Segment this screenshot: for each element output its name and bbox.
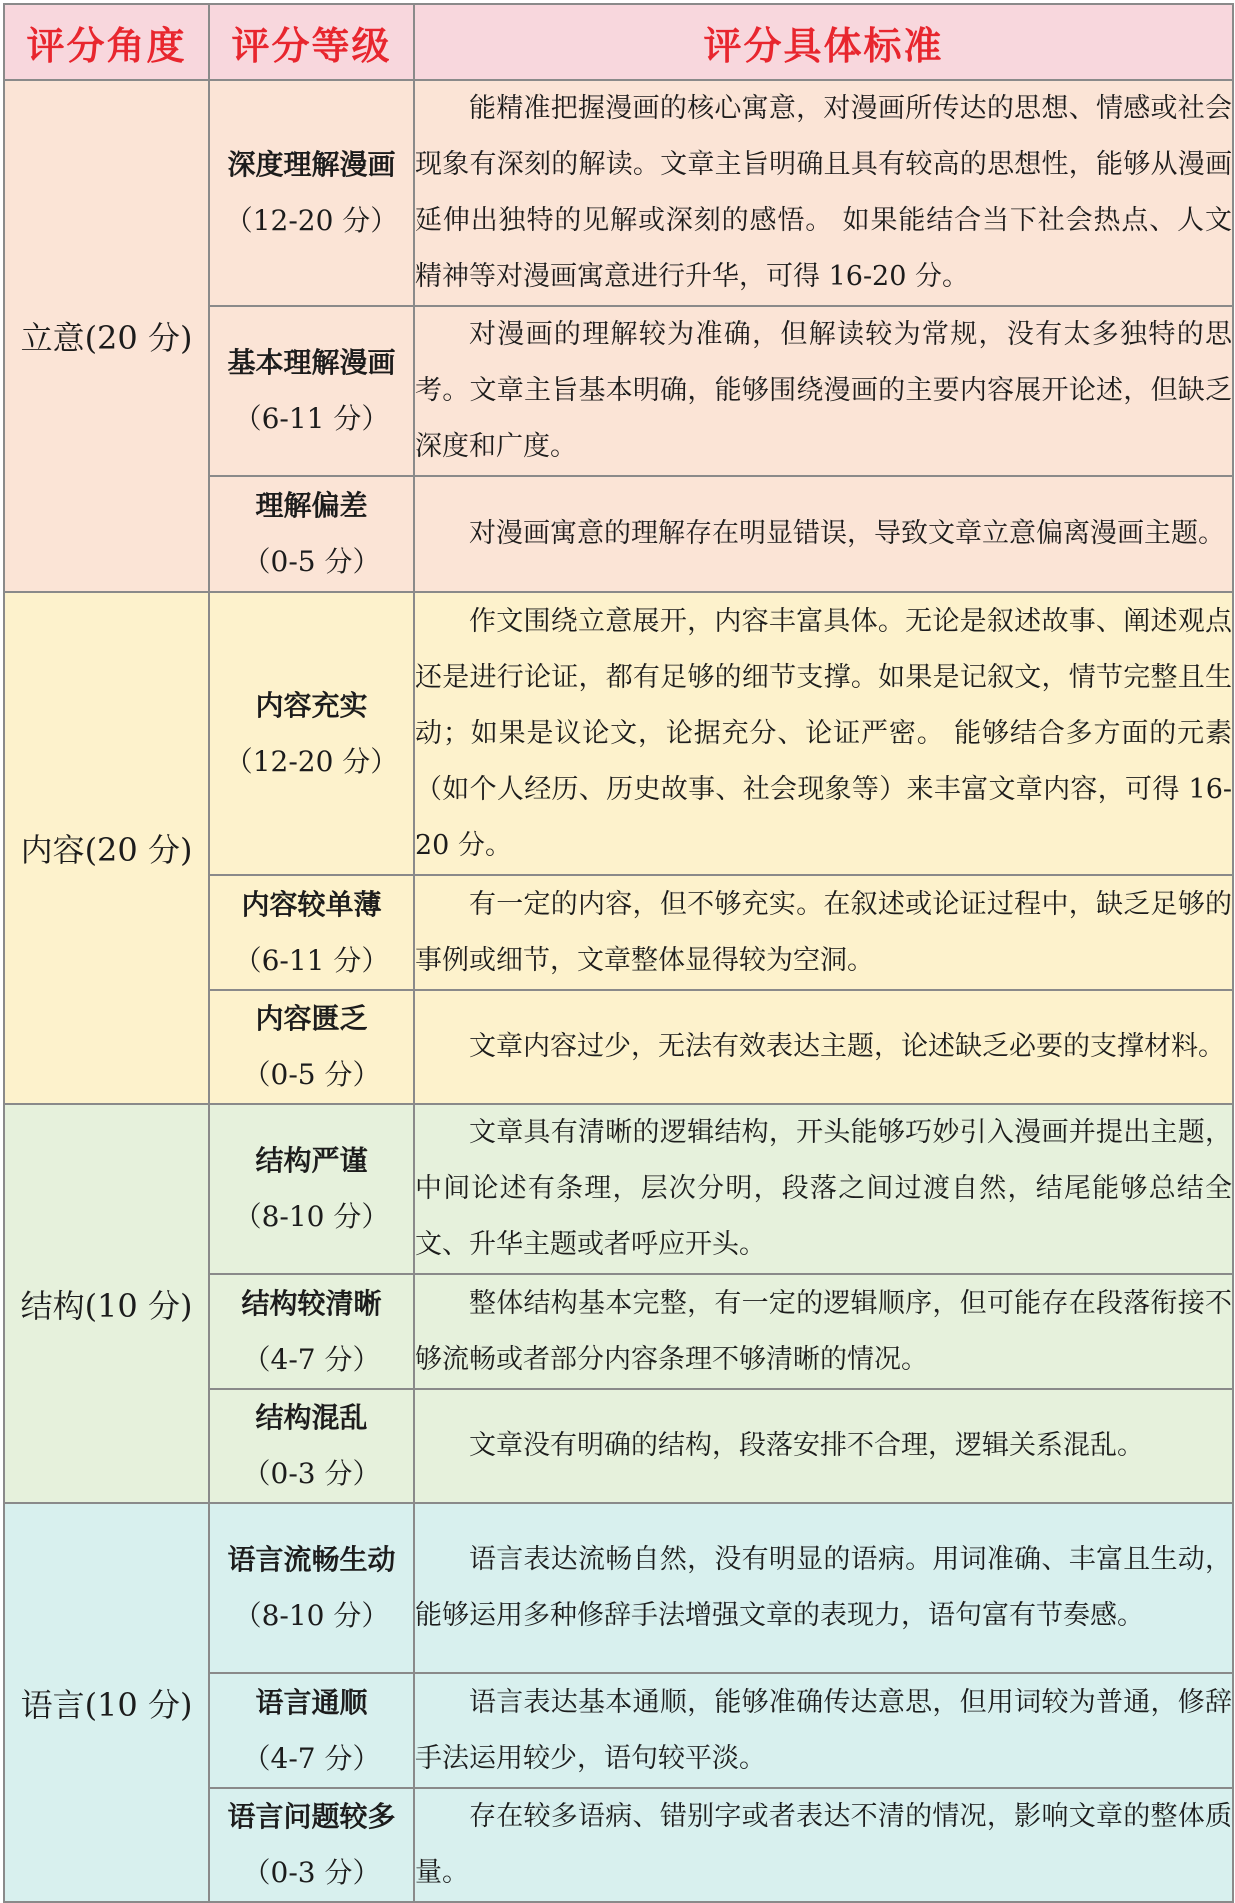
standard-text: 对漫画寓意的理解存在明显错误，导致文章立意偏离漫画主题。: [469, 518, 1225, 549]
standard-cell: [414, 1673, 1233, 1788]
standard-text: 文章没有明确的结构，段落安排不合理，逻辑关系混乱。: [469, 1430, 1144, 1461]
level-cell: [209, 1673, 414, 1788]
table-row: [4, 592, 1233, 875]
level-range: （4-7 分）: [242, 1741, 381, 1775]
level-name: 语言通顺: [255, 1685, 368, 1719]
level-range: （12-20 分）: [224, 204, 399, 237]
scoring-rubric-table: [3, 3, 1234, 1903]
standard-text: 文章内容过少，无法有效表达主题，论述缺乏必要的支撑材料。: [469, 1031, 1225, 1062]
level-cell: [209, 1104, 414, 1274]
level-name: 理解偏差: [255, 489, 368, 522]
standard-text: 语言表达基本通顺，能够准确传达意思，但用词较为普通，修辞手法运用较少，语句较平淡。: [415, 1686, 1232, 1774]
level-name: 深度理解漫画: [227, 148, 396, 181]
header-standard: 评分具体标准: [414, 4, 1233, 80]
level-name: 内容充实: [255, 688, 368, 722]
table-row: [4, 80, 1233, 306]
standard-text: 对漫画的理解较为准确，但解读较为常规，没有太多独特的思考。文章主旨基本明确，能够围绕漫画的主要内容展开论述，但缺乏深度和广度。: [415, 319, 1232, 462]
header-row: [4, 4, 1233, 80]
level-range: （0-3 分）: [242, 1457, 381, 1490]
standard-text: 作文围绕立意展开，内容丰富具体。无论是叙述故事、阐述观点还是进行论证，都有足够的细节支撑。如果是记叙文，情节完整且生动；如果是议论文，论据充分、论证严密。 能够结合多方面的元素（如个人经历、历史故事、社会现象等）来丰富文章内容，可得 16-20 分。: [415, 605, 1232, 861]
standard-cell: [414, 1274, 1233, 1389]
level-range: （8-10 分）: [233, 1200, 390, 1233]
standard-text: 能精准把握漫画的核心寓意，对漫画所传达的思想、情感或社会现象有深刻的解读。文章主旨明确且具有较高的思想性，能够从漫画延伸出独特的见解或深刻的感悟。 如果能结合当下社会热点、人文精神等对漫画寓意进行升华，可得 16-20 分。: [415, 93, 1232, 292]
standard-text: 语言表达流畅自然，没有明显的语病。用词准确、丰富且生动，能够运用多种修辞手法增强文章的表现力，语句富有节奏感。: [415, 1544, 1232, 1631]
aspect-cell-structure: 结构(10 分): [4, 1104, 209, 1503]
standard-cell: [414, 990, 1233, 1104]
aspect-cell-language: 语言(10 分): [4, 1503, 209, 1902]
level-name: 内容较单薄: [241, 887, 382, 921]
standard-cell: [414, 306, 1233, 476]
standard-text: 存在较多语病、错别字或者表达不清的情况，影响文章的整体质量。: [415, 1801, 1232, 1888]
standard-cell: [414, 1104, 1233, 1274]
table-row: [4, 1503, 1233, 1673]
level-cell: [209, 476, 414, 592]
level-range: （4-7 分）: [242, 1342, 381, 1376]
standard-cell: [414, 1788, 1233, 1902]
level-range: （6-11 分）: [233, 402, 390, 435]
level-range: （0-5 分）: [242, 545, 381, 578]
standard-cell: [414, 592, 1233, 875]
level-name: 结构较清晰: [241, 1286, 382, 1320]
level-cell: [209, 875, 414, 990]
header-aspect: 评分角度: [4, 4, 209, 80]
level-cell: [209, 1503, 414, 1673]
standard-cell: [414, 1503, 1233, 1673]
level-name: 基本理解漫画: [227, 346, 396, 379]
standard-cell: [414, 80, 1233, 306]
aspect-cell-idea: 立意(20 分): [4, 80, 209, 592]
level-range: （12-20 分）: [224, 744, 399, 778]
level-name: 内容匮乏: [255, 1002, 368, 1035]
level-cell: [209, 592, 414, 875]
level-range: （0-5 分）: [242, 1058, 381, 1091]
level-name: 语言流畅生动: [227, 1543, 396, 1576]
level-range: （8-10 分）: [233, 1599, 390, 1632]
level-range: （6-11 分）: [233, 943, 390, 977]
header-level: 评分等级: [209, 4, 414, 80]
standard-cell: [414, 875, 1233, 990]
standard-cell: [414, 476, 1233, 592]
level-cell: [209, 1788, 414, 1902]
level-cell: [209, 1274, 414, 1389]
level-name: 结构混乱: [255, 1401, 368, 1434]
level-cell: [209, 80, 414, 306]
table-row: [4, 1104, 1233, 1274]
level-name: 结构严谨: [255, 1144, 368, 1177]
aspect-cell-content: 内容(20 分): [4, 592, 209, 1104]
standard-text: 整体结构基本完整，有一定的逻辑顺序，但可能存在段落衔接不够流畅或者部分内容条理不够清晰的情况。: [415, 1287, 1232, 1375]
level-cell: [209, 306, 414, 476]
standard-text: 有一定的内容，但不够充实。在叙述或论证过程中，缺乏足够的事例或细节，文章整体显得较为空洞。: [415, 888, 1232, 976]
standard-text: 文章具有清晰的逻辑结构，开头能够巧妙引入漫画并提出主题，中间论述有条理，层次分明，段落之间过渡自然，结尾能够总结全文、升华主题或者呼应开头。: [415, 1117, 1232, 1260]
standard-cell: [414, 1389, 1233, 1503]
level-cell: [209, 1389, 414, 1503]
level-range: （0-3 分）: [242, 1856, 381, 1889]
level-cell: [209, 990, 414, 1104]
level-name: 语言问题较多: [227, 1800, 396, 1833]
